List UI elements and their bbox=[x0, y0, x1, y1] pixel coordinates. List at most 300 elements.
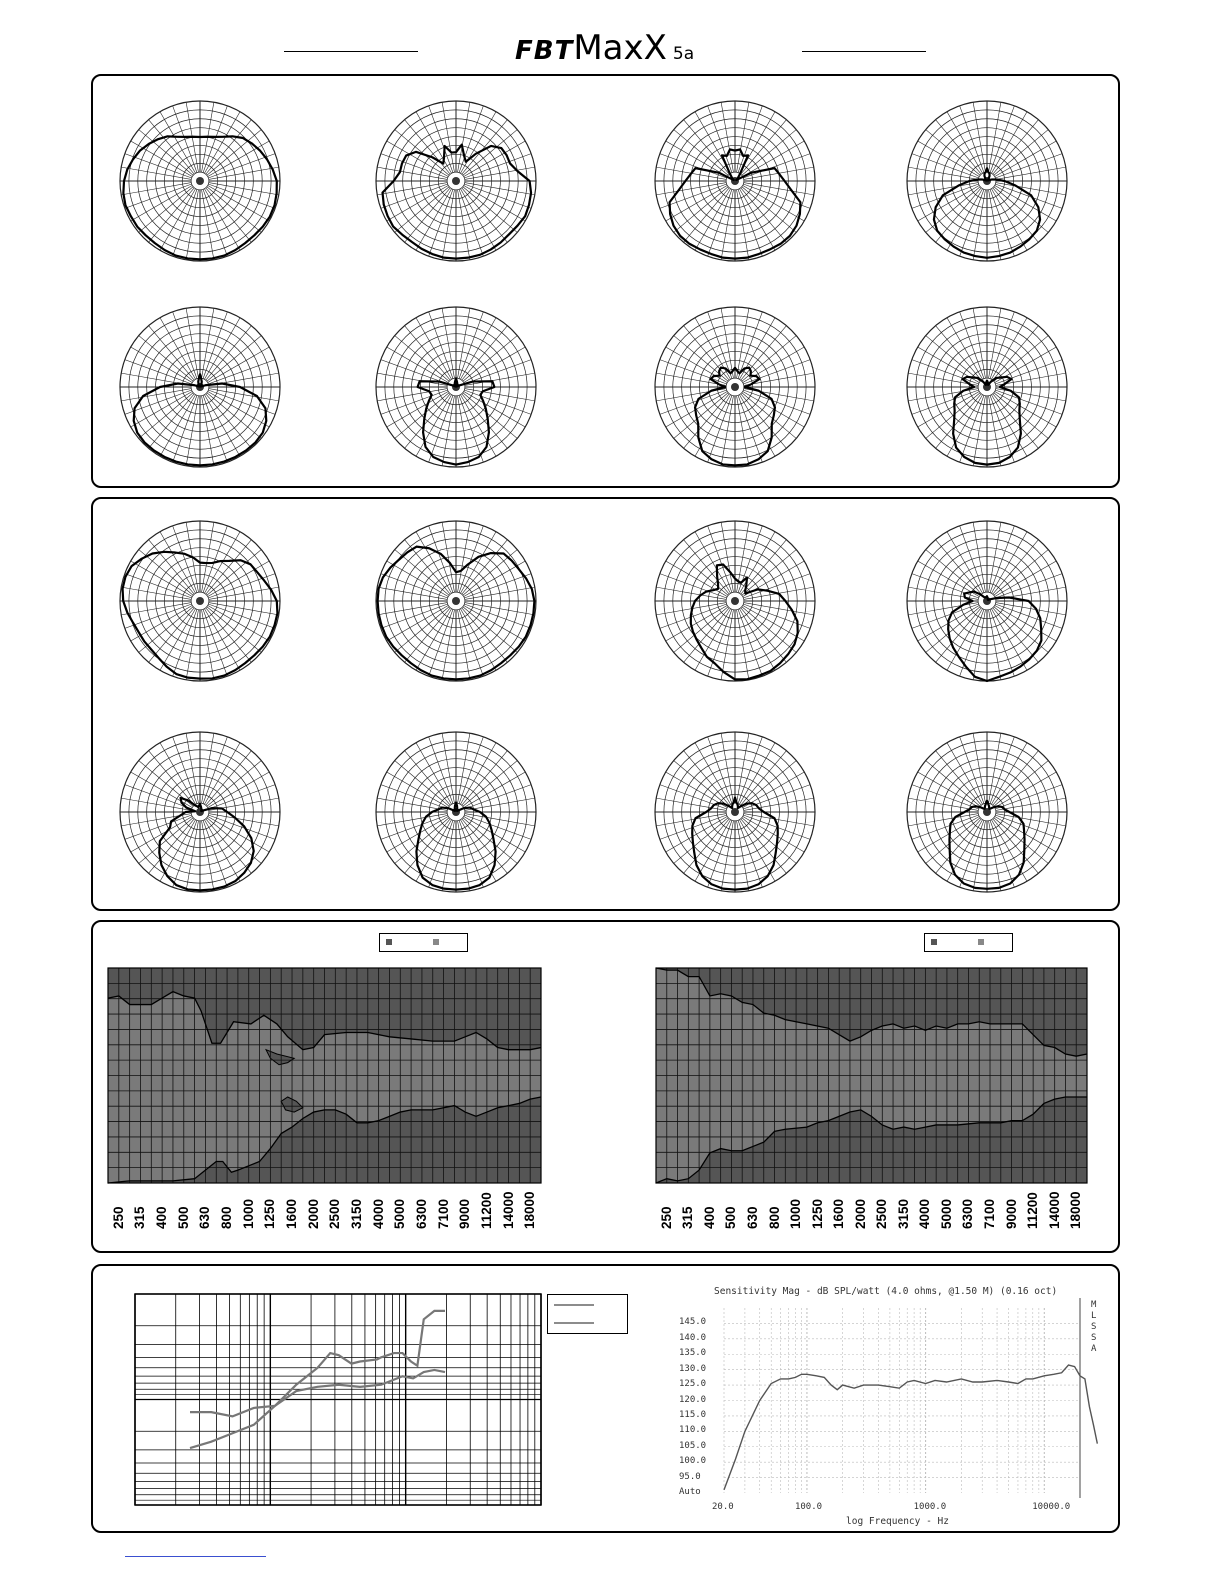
polar-spoke bbox=[656, 183, 726, 195]
iso-x-tick-label: 2000 bbox=[305, 1198, 321, 1229]
polar-spoke bbox=[695, 189, 731, 251]
polar-spoke bbox=[377, 373, 447, 385]
polar-spoke bbox=[442, 821, 454, 891]
iso-x-tick-label: 2000 bbox=[852, 1198, 868, 1229]
sens-y-tick-label: 100.0 bbox=[679, 1456, 707, 1467]
polar-spoke bbox=[204, 112, 240, 174]
iso-x-tick-label: 14000 bbox=[500, 1191, 516, 1229]
polar-spoke bbox=[204, 820, 240, 882]
iso-x-tick-label: 6300 bbox=[960, 1198, 976, 1229]
polar-spoke bbox=[208, 391, 270, 427]
polar-spoke bbox=[160, 189, 196, 251]
polar-spoke bbox=[464, 185, 526, 221]
sens-side-label: S bbox=[1091, 1333, 1097, 1343]
polar-spoke bbox=[947, 743, 983, 805]
polar-center bbox=[196, 177, 204, 185]
polar-spoke bbox=[739, 318, 775, 380]
iso-x-tick-label: 315 bbox=[680, 1206, 696, 1229]
polar-spoke bbox=[695, 743, 731, 805]
polar-spoke bbox=[973, 522, 985, 592]
polar-spoke bbox=[460, 395, 496, 457]
polar-spoke bbox=[416, 743, 452, 805]
polar-spoke bbox=[991, 820, 1027, 882]
polar-spoke bbox=[204, 609, 240, 671]
polar-spoke bbox=[908, 183, 978, 195]
polar-spoke bbox=[947, 609, 983, 671]
polar-spoke bbox=[186, 610, 198, 680]
polar-spoke bbox=[737, 396, 749, 466]
polar-spoke bbox=[973, 396, 985, 466]
polar-spoke bbox=[160, 532, 196, 594]
polar-spoke bbox=[377, 167, 447, 179]
polar-spoke bbox=[204, 395, 240, 457]
polar-spoke bbox=[208, 141, 270, 177]
legend-line-1 bbox=[554, 1304, 594, 1306]
sens-y-tick-label: Auto bbox=[679, 1487, 701, 1497]
polar-spoke bbox=[743, 816, 805, 852]
iso-x-tick-label: 11200 bbox=[478, 1192, 494, 1229]
polar-spoke bbox=[458, 308, 470, 378]
polar-spoke bbox=[464, 605, 526, 641]
polar-spoke bbox=[737, 102, 749, 172]
polar-spoke bbox=[465, 389, 535, 401]
polar-spoke bbox=[666, 391, 728, 427]
legend-swatch-dark bbox=[386, 939, 392, 945]
legend-swatch-light bbox=[433, 939, 439, 945]
polar-spoke bbox=[387, 605, 449, 641]
polar-spoke bbox=[204, 318, 240, 380]
iso-x-tick-label: 18000 bbox=[522, 1191, 538, 1229]
sens-y-tick-label: 125.0 bbox=[679, 1379, 707, 1390]
sens-x-tick-label: 1000.0 bbox=[913, 1502, 947, 1512]
polar-spoke bbox=[460, 743, 496, 805]
polar-spoke bbox=[721, 190, 733, 260]
polar-spoke bbox=[202, 610, 214, 680]
polar-plot-v-7 bbox=[655, 732, 815, 892]
polar-spoke bbox=[743, 347, 805, 383]
polar-center bbox=[196, 597, 204, 605]
polar-spoke bbox=[973, 610, 985, 680]
polar-plot-h-2 bbox=[376, 101, 536, 261]
isobar-legend-right bbox=[924, 933, 1013, 952]
polar-spoke bbox=[458, 190, 470, 260]
polar-spoke bbox=[131, 347, 193, 383]
iso-x-tick-label: 4000 bbox=[917, 1198, 933, 1229]
polar-spoke bbox=[995, 772, 1057, 808]
polar-spoke bbox=[186, 190, 198, 260]
brand-name: FBT bbox=[515, 36, 574, 66]
polar-center bbox=[452, 597, 460, 605]
iso-x-tick-label: 800 bbox=[766, 1206, 782, 1229]
polar-spoke bbox=[739, 532, 775, 594]
polar-spoke bbox=[721, 396, 733, 466]
polar-spoke bbox=[666, 816, 728, 852]
polar-spoke bbox=[989, 102, 1001, 172]
iso-x-tick-label: 500 bbox=[175, 1206, 191, 1229]
polar-spoke bbox=[204, 743, 240, 805]
polar-spoke bbox=[947, 318, 983, 380]
polar-spoke bbox=[458, 396, 470, 466]
iso-x-tick-label: 5000 bbox=[392, 1198, 408, 1229]
polar-spoke bbox=[416, 189, 452, 251]
polar-spoke bbox=[996, 167, 1066, 179]
sens-side-label: A bbox=[1091, 1344, 1097, 1354]
iso-x-tick-label: 1250 bbox=[262, 1198, 278, 1229]
polar-pattern-line bbox=[691, 564, 798, 679]
iso-x-tick-label: 2500 bbox=[327, 1198, 343, 1229]
polar-spoke bbox=[995, 561, 1057, 597]
polar-spoke bbox=[666, 141, 728, 177]
fr-left-legend bbox=[547, 1294, 628, 1334]
polar-spoke bbox=[991, 189, 1027, 251]
iso-x-tick-label: 3150 bbox=[348, 1198, 364, 1229]
polar-spoke bbox=[377, 603, 447, 615]
polar-plot-h-8 bbox=[907, 307, 1067, 467]
polar-spoke bbox=[121, 183, 191, 195]
polar-spoke bbox=[442, 190, 454, 260]
polar-spoke bbox=[458, 821, 470, 891]
legend-swatch-light bbox=[978, 939, 984, 945]
polar-spoke bbox=[908, 389, 978, 401]
iso-x-tick-label: 500 bbox=[723, 1206, 739, 1229]
sens-y-tick-label: 95.0 bbox=[679, 1471, 701, 1482]
polar-spoke bbox=[743, 391, 805, 427]
polar-spoke bbox=[739, 609, 775, 671]
polar-spoke bbox=[464, 391, 526, 427]
sens-x-tick-label: 10000.0 bbox=[1032, 1502, 1071, 1512]
polar-spoke bbox=[908, 814, 978, 826]
polar-spoke bbox=[460, 189, 496, 251]
polar-plot-h-3 bbox=[655, 101, 815, 261]
polar-spoke bbox=[918, 141, 980, 177]
polar-plot-h-6 bbox=[376, 307, 536, 467]
polar-spoke bbox=[465, 373, 535, 385]
iso-x-tick-label: 250 bbox=[658, 1206, 674, 1229]
sens-y-tick-label: 115.0 bbox=[679, 1409, 707, 1420]
polar-spoke bbox=[947, 112, 983, 174]
iso-x-tick-label: 1600 bbox=[831, 1198, 847, 1229]
polar-center bbox=[731, 597, 739, 605]
polar-spoke bbox=[743, 605, 805, 641]
polar-spoke bbox=[995, 605, 1057, 641]
polar-spoke bbox=[186, 821, 198, 891]
polar-spoke bbox=[377, 587, 447, 599]
polar-spoke bbox=[160, 395, 196, 457]
polar-spoke bbox=[743, 141, 805, 177]
sens-side-label: L bbox=[1091, 1311, 1097, 1321]
polar-spoke bbox=[460, 112, 496, 174]
model-name: MaxX bbox=[573, 28, 667, 68]
polar-spoke bbox=[721, 821, 733, 891]
legend-line-2 bbox=[554, 1322, 594, 1324]
polar-spoke bbox=[160, 112, 196, 174]
polar-spoke bbox=[186, 308, 198, 378]
sens-x-tick-label: 20.0 bbox=[712, 1502, 734, 1512]
polar-spoke bbox=[989, 396, 1001, 466]
polar-spoke bbox=[131, 391, 193, 427]
polar-spoke bbox=[989, 190, 1001, 260]
iso-x-tick-label: 630 bbox=[744, 1206, 760, 1229]
polar-spoke bbox=[160, 318, 196, 380]
polar-spoke bbox=[209, 167, 279, 179]
polar-spoke bbox=[666, 605, 728, 641]
polar-spoke bbox=[131, 816, 193, 852]
iso-x-tick-label: 250 bbox=[110, 1206, 126, 1229]
iso-x-tick-label: 1000 bbox=[788, 1198, 804, 1229]
polar-spoke bbox=[996, 814, 1066, 826]
polar-plot-v-5 bbox=[120, 732, 280, 892]
polar-spoke bbox=[465, 798, 535, 810]
polar-spoke bbox=[947, 189, 983, 251]
polar-plot-v-6 bbox=[376, 732, 536, 892]
sens-x-tick-label: 100.0 bbox=[794, 1502, 823, 1512]
polar-plot-v-8 bbox=[907, 732, 1067, 892]
iso-x-tick-label: 2500 bbox=[874, 1198, 890, 1229]
fr-series-1 bbox=[190, 1311, 445, 1448]
polar-spoke bbox=[442, 610, 454, 680]
polar-spoke bbox=[121, 167, 191, 179]
polar-spoke bbox=[387, 561, 449, 597]
polar-spoke bbox=[737, 733, 749, 803]
polar-spoke bbox=[737, 821, 749, 891]
polar-plot-v-2 bbox=[376, 521, 536, 681]
polar-spoke bbox=[695, 532, 731, 594]
polar-spoke bbox=[387, 347, 449, 383]
polar-spoke bbox=[131, 772, 193, 808]
polar-spoke bbox=[208, 347, 270, 383]
iso-x-tick-label: 4000 bbox=[370, 1198, 386, 1229]
iso-x-tick-label: 5000 bbox=[938, 1198, 954, 1229]
polar-spoke bbox=[121, 587, 191, 599]
iso-x-tick-label: 6300 bbox=[413, 1198, 429, 1229]
polar-spoke bbox=[442, 733, 454, 803]
frequency-response-chart-left bbox=[135, 1294, 541, 1505]
polar-spoke bbox=[416, 112, 452, 174]
polar-spoke bbox=[991, 112, 1027, 174]
polar-spoke bbox=[387, 141, 449, 177]
sens-side-label: M bbox=[1091, 1300, 1097, 1310]
polar-spoke bbox=[908, 603, 978, 615]
polar-spoke bbox=[377, 814, 447, 826]
polar-spoke bbox=[202, 821, 214, 891]
sensitivity-chart bbox=[714, 1298, 1087, 1498]
polar-spoke bbox=[991, 609, 1027, 671]
iso-x-tick-label: 14000 bbox=[1046, 1191, 1062, 1229]
polar-spoke bbox=[460, 532, 496, 594]
isobar-chart-left bbox=[108, 968, 541, 1183]
polar-plot-v-3 bbox=[655, 521, 815, 681]
polar-spoke bbox=[908, 167, 978, 179]
polar-spoke bbox=[743, 185, 805, 221]
polar-spoke bbox=[202, 308, 214, 378]
polar-spoke bbox=[202, 396, 214, 466]
iso-x-tick-label: 630 bbox=[197, 1206, 213, 1229]
polar-spoke bbox=[377, 798, 447, 810]
polar-spoke bbox=[973, 190, 985, 260]
polar-spoke bbox=[377, 389, 447, 401]
iso-x-tick-label: 9000 bbox=[457, 1198, 473, 1229]
sensitivity-title: Sensitivity Mag - dB SPL/watt (4.0 ohms, @1.50 M) (0.16 oct) bbox=[714, 1286, 1058, 1297]
polar-spoke bbox=[416, 395, 452, 457]
polar-spoke bbox=[996, 183, 1066, 195]
polar-spoke bbox=[973, 308, 985, 378]
polar-spoke bbox=[989, 610, 1001, 680]
polar-spoke bbox=[989, 733, 1001, 803]
polar-spoke bbox=[744, 183, 814, 195]
polar-spoke bbox=[989, 821, 1001, 891]
polar-spoke bbox=[208, 185, 270, 221]
sens-y-tick-label: 130.0 bbox=[679, 1363, 707, 1374]
polar-spoke bbox=[208, 561, 270, 597]
polar-spoke bbox=[160, 609, 196, 671]
sens-side-label: S bbox=[1091, 1322, 1097, 1332]
polar-spoke bbox=[186, 396, 198, 466]
polar-spoke bbox=[464, 347, 526, 383]
polar-spoke bbox=[721, 733, 733, 803]
polar-spoke bbox=[918, 772, 980, 808]
polar-spoke bbox=[739, 189, 775, 251]
polar-spoke bbox=[209, 814, 279, 826]
model-version: 5a bbox=[672, 44, 695, 64]
polar-spoke bbox=[995, 141, 1057, 177]
polar-spoke bbox=[202, 522, 214, 592]
polar-spoke bbox=[666, 185, 728, 221]
polar-spoke bbox=[465, 587, 535, 599]
polar-center bbox=[731, 383, 739, 391]
polar-spoke bbox=[209, 603, 279, 615]
polar-spoke bbox=[744, 814, 814, 826]
sens-y-tick-label: 110.0 bbox=[679, 1425, 707, 1436]
polar-spoke bbox=[442, 396, 454, 466]
polar-plot-v-1 bbox=[120, 521, 280, 681]
polar-plot-h-7 bbox=[655, 307, 815, 467]
iso-x-tick-label: 9000 bbox=[1003, 1198, 1019, 1229]
polar-spoke bbox=[202, 733, 214, 803]
polar-spoke bbox=[464, 772, 526, 808]
polar-spoke bbox=[996, 798, 1066, 810]
polar-spoke bbox=[666, 347, 728, 383]
polar-spoke bbox=[202, 190, 214, 260]
polar-spoke bbox=[460, 609, 496, 671]
polar-spoke bbox=[460, 318, 496, 380]
sensitivity-x-label: log Frequency - Hz bbox=[846, 1516, 949, 1527]
polar-spoke bbox=[739, 743, 775, 805]
polar-spoke bbox=[416, 532, 452, 594]
footer-link-underline bbox=[125, 1556, 266, 1557]
iso-x-tick-label: 18000 bbox=[1068, 1191, 1084, 1229]
polar-spoke bbox=[121, 389, 191, 401]
polar-center bbox=[196, 808, 204, 816]
polar-spoke bbox=[991, 743, 1027, 805]
polar-spoke bbox=[387, 391, 449, 427]
isobar-chart-right bbox=[656, 968, 1087, 1183]
polar-spoke bbox=[695, 318, 731, 380]
polar-spoke bbox=[416, 609, 452, 671]
polar-center bbox=[452, 177, 460, 185]
polar-plot-h-5 bbox=[120, 307, 280, 467]
polar-spoke bbox=[131, 141, 193, 177]
polar-spoke bbox=[656, 814, 726, 826]
isobar-legend-left bbox=[379, 933, 468, 952]
fr-series-2 bbox=[190, 1370, 445, 1416]
polar-spoke bbox=[721, 610, 733, 680]
polar-spoke bbox=[991, 318, 1027, 380]
polar-plot-h-4 bbox=[907, 101, 1067, 261]
polar-spoke bbox=[721, 522, 733, 592]
polar-spoke bbox=[208, 605, 270, 641]
sens-curve bbox=[724, 1365, 1097, 1490]
polar-spoke bbox=[737, 610, 749, 680]
iso-x-tick-label: 11200 bbox=[1025, 1192, 1041, 1229]
iso-x-tick-label: 3150 bbox=[895, 1198, 911, 1229]
iso-x-tick-label: 315 bbox=[132, 1206, 148, 1229]
polar-spoke bbox=[996, 389, 1066, 401]
polar-spoke bbox=[465, 183, 535, 195]
iso-x-tick-label: 800 bbox=[219, 1206, 235, 1229]
iso-x-tick-label: 1250 bbox=[809, 1198, 825, 1229]
polar-spoke bbox=[947, 395, 983, 457]
legend-swatch-dark bbox=[931, 939, 937, 945]
polar-spoke bbox=[973, 102, 985, 172]
polar-spoke bbox=[989, 308, 1001, 378]
polar-plot-h-1 bbox=[120, 101, 280, 261]
polar-spoke bbox=[991, 395, 1027, 457]
polar-plot-v-4 bbox=[907, 521, 1067, 681]
iso-x-tick-label: 7100 bbox=[982, 1198, 998, 1229]
polar-spoke bbox=[465, 814, 535, 826]
polar-spoke bbox=[209, 183, 279, 195]
polar-spoke bbox=[989, 522, 1001, 592]
polar-spoke bbox=[721, 102, 733, 172]
polar-spoke bbox=[908, 798, 978, 810]
polar-spoke bbox=[186, 733, 198, 803]
polar-spoke bbox=[121, 603, 191, 615]
polar-spoke bbox=[737, 190, 749, 260]
polar-spoke bbox=[209, 587, 279, 599]
polar-spoke bbox=[458, 522, 470, 592]
polar-spoke bbox=[465, 603, 535, 615]
polar-spoke bbox=[947, 820, 983, 882]
polar-spoke bbox=[204, 189, 240, 251]
polar-spoke bbox=[442, 308, 454, 378]
polar-spoke bbox=[947, 532, 983, 594]
polar-spoke bbox=[131, 561, 193, 597]
sens-y-tick-label: 140.0 bbox=[679, 1332, 707, 1343]
polar-spoke bbox=[744, 603, 814, 615]
polar-spoke bbox=[458, 102, 470, 172]
polar-spoke bbox=[131, 185, 193, 221]
polar-spoke bbox=[991, 532, 1027, 594]
polar-spoke bbox=[458, 610, 470, 680]
polar-spoke bbox=[209, 389, 279, 401]
polar-spoke bbox=[973, 821, 985, 891]
polar-spoke bbox=[387, 185, 449, 221]
sens-y-tick-label: 120.0 bbox=[679, 1394, 707, 1405]
iso-x-tick-label: 1000 bbox=[240, 1198, 256, 1229]
polar-spoke bbox=[208, 772, 270, 808]
polar-spoke bbox=[973, 733, 985, 803]
polar-spoke bbox=[416, 318, 452, 380]
iso-x-tick-label: 400 bbox=[154, 1206, 170, 1229]
iso-x-tick-label: 1600 bbox=[284, 1198, 300, 1229]
polar-spoke bbox=[387, 772, 449, 808]
polar-spoke bbox=[458, 733, 470, 803]
iso-x-tick-label: 400 bbox=[701, 1206, 717, 1229]
polar-spoke bbox=[918, 391, 980, 427]
sens-y-tick-label: 105.0 bbox=[679, 1440, 707, 1451]
iso-x-tick-label: 7100 bbox=[435, 1198, 451, 1229]
sens-y-tick-label: 135.0 bbox=[679, 1348, 707, 1359]
